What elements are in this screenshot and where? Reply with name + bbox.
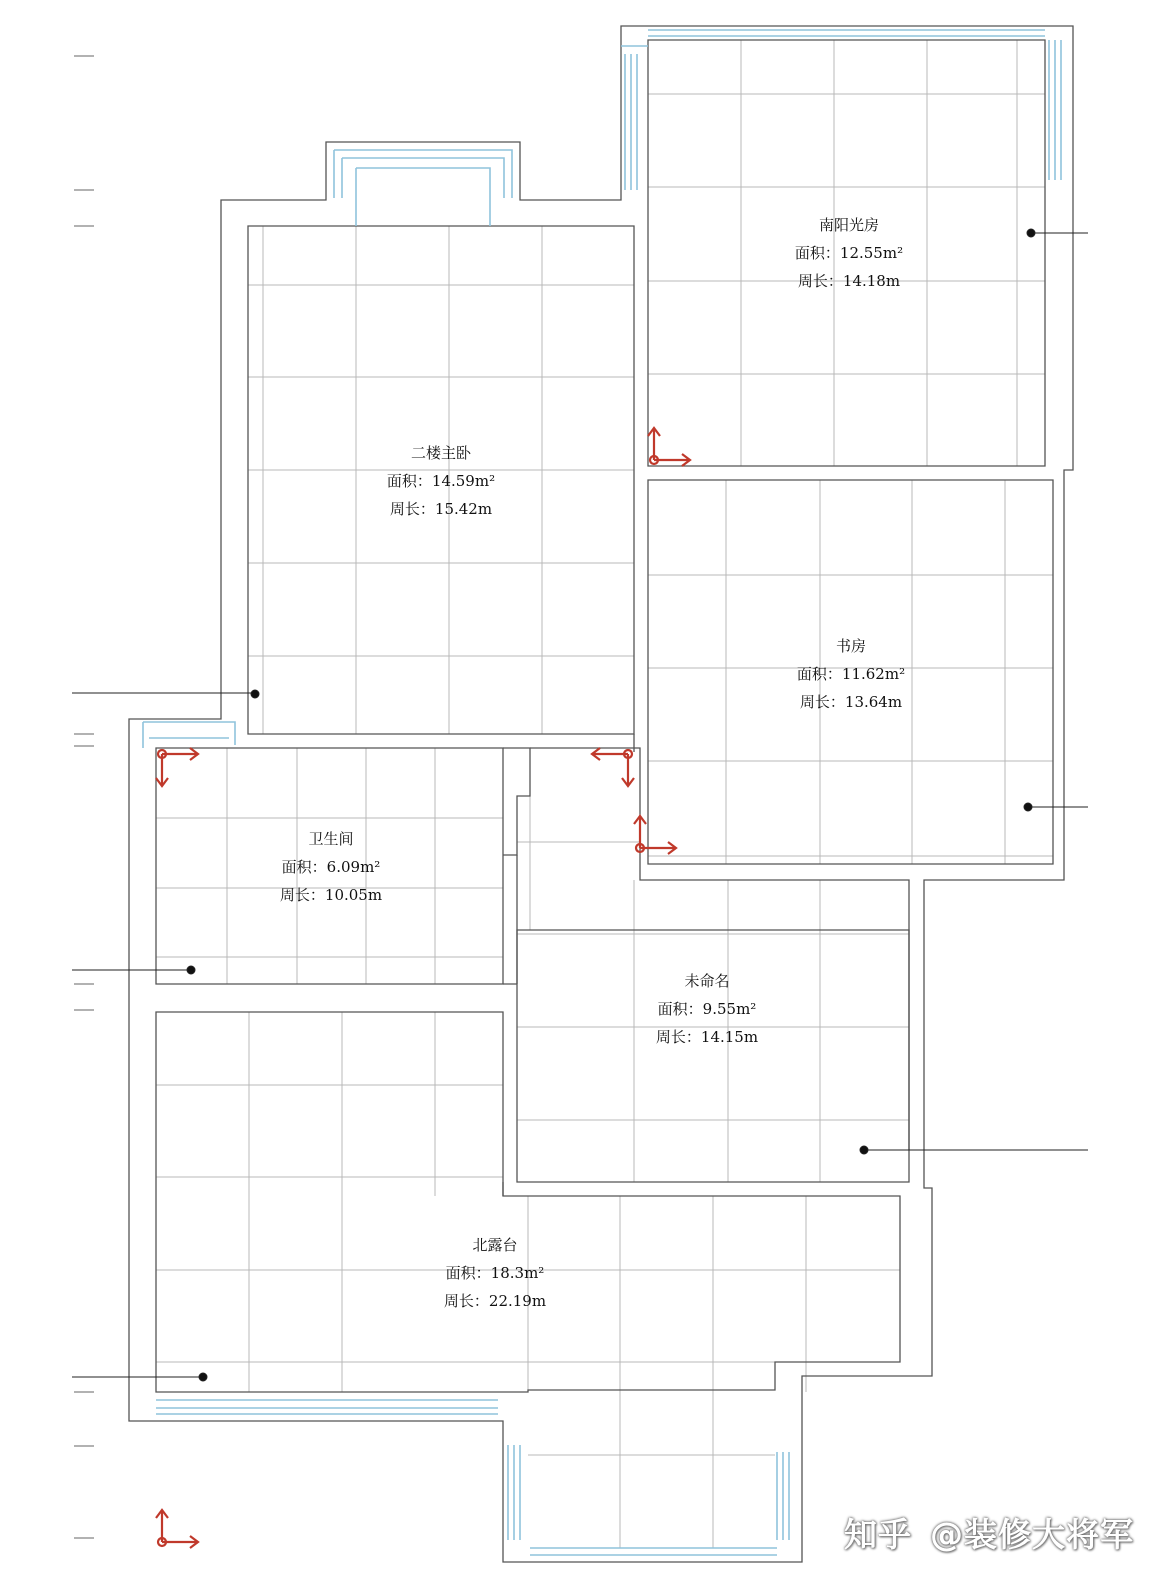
area-prefix: 面积： <box>794 244 840 262</box>
area-value: 18.3 <box>490 1264 525 1282</box>
room-name: 卫生间 <box>308 830 354 848</box>
perimeter-unit: m <box>887 693 903 711</box>
inner-step-wall <box>503 734 634 1196</box>
area-value: 9.55 <box>702 1000 737 1018</box>
room-terrace-label <box>422 1231 568 1315</box>
origin-marker <box>592 748 634 786</box>
perimeter-unit: m <box>477 500 493 518</box>
leader-dot <box>199 1373 207 1381</box>
room-name: 二楼主卧 <box>410 444 471 462</box>
origin-marker <box>156 1510 198 1548</box>
area-unit: m² <box>524 1264 545 1282</box>
leader-dot <box>1027 229 1035 237</box>
dimension-ticks <box>74 56 94 1538</box>
leader-dot <box>187 966 195 974</box>
room-unnamed-label <box>634 967 780 1051</box>
area-unit: m² <box>360 858 381 876</box>
leader-dot <box>251 690 259 698</box>
perimeter-prefix: 周长： <box>799 693 845 711</box>
area-prefix: 面积： <box>657 1000 703 1018</box>
area-unit: m² <box>882 244 904 262</box>
window-sunroom-left <box>621 46 648 190</box>
watermark-site: 知乎 <box>844 1515 912 1554</box>
room-study-label <box>778 632 924 716</box>
perimeter-prefix: 周长： <box>279 886 325 904</box>
room-name: 南阳光房 <box>818 216 879 234</box>
area-prefix: 面积： <box>386 472 432 490</box>
leader-dot <box>1024 803 1032 811</box>
window-bay-bottom-left <box>508 1445 520 1540</box>
perimeter-value: 15.42 <box>434 500 478 518</box>
watermark <box>844 1509 1134 1556</box>
window-sunroom-top <box>648 30 1045 36</box>
area-unit: m² <box>474 472 496 490</box>
leader-dot <box>860 1146 868 1154</box>
area-unit: m² <box>736 1000 757 1018</box>
perimeter-value: 22.19 <box>488 1292 532 1310</box>
window-bay-bottom <box>530 1548 777 1555</box>
area-prefix: 面积： <box>445 1264 491 1282</box>
window-top-bay <box>334 150 512 226</box>
perimeter-prefix: 周长： <box>389 500 435 518</box>
leader-lines <box>72 229 1088 1381</box>
area-prefix: 面积： <box>281 858 327 876</box>
area-unit: m² <box>884 665 906 683</box>
perimeter-unit: m <box>885 272 901 290</box>
window-bay-bottom-right <box>777 1452 789 1540</box>
corridor-wall <box>503 748 530 855</box>
area-value: 6.09 <box>326 858 361 876</box>
origin-marker <box>648 428 690 466</box>
watermark-author: @装修大将军 <box>930 1515 1134 1554</box>
perimeter-value: 10.05 <box>324 886 368 904</box>
walls <box>129 26 1073 1562</box>
room-name: 未命名 <box>684 972 730 990</box>
origin-marker <box>634 816 676 854</box>
window-sunroom-right <box>1049 40 1061 180</box>
perimeter-value: 14.18 <box>842 272 886 290</box>
outer-wall <box>129 26 1073 1562</box>
perimeter-unit: m <box>531 1292 547 1310</box>
window-terrace-bottom <box>156 1400 498 1414</box>
room-master-label <box>368 439 514 523</box>
perimeter-prefix: 周长： <box>797 272 843 290</box>
area-value: 11.62 <box>841 665 885 683</box>
center-wall <box>530 748 909 1150</box>
origin-markers <box>156 428 690 1548</box>
perimeter-unit: m <box>367 886 383 904</box>
room-name: 北露台 <box>472 1236 518 1254</box>
perimeter-prefix: 周长： <box>443 1292 489 1310</box>
perimeter-prefix: 周长： <box>655 1028 701 1046</box>
room-name: 书房 <box>835 637 866 655</box>
origin-marker <box>156 748 198 786</box>
room-bathroom-label <box>258 825 404 909</box>
perimeter-value: 14.15 <box>700 1028 744 1046</box>
area-value: 12.55 <box>839 244 883 262</box>
windows <box>143 30 1061 1555</box>
room-sunroom-label <box>776 211 922 295</box>
window-bathroom <box>143 722 235 748</box>
perimeter-value: 13.64 <box>844 693 888 711</box>
area-prefix: 面积： <box>796 665 842 683</box>
perimeter-unit: m <box>743 1028 759 1046</box>
area-value: 14.59 <box>431 472 475 490</box>
